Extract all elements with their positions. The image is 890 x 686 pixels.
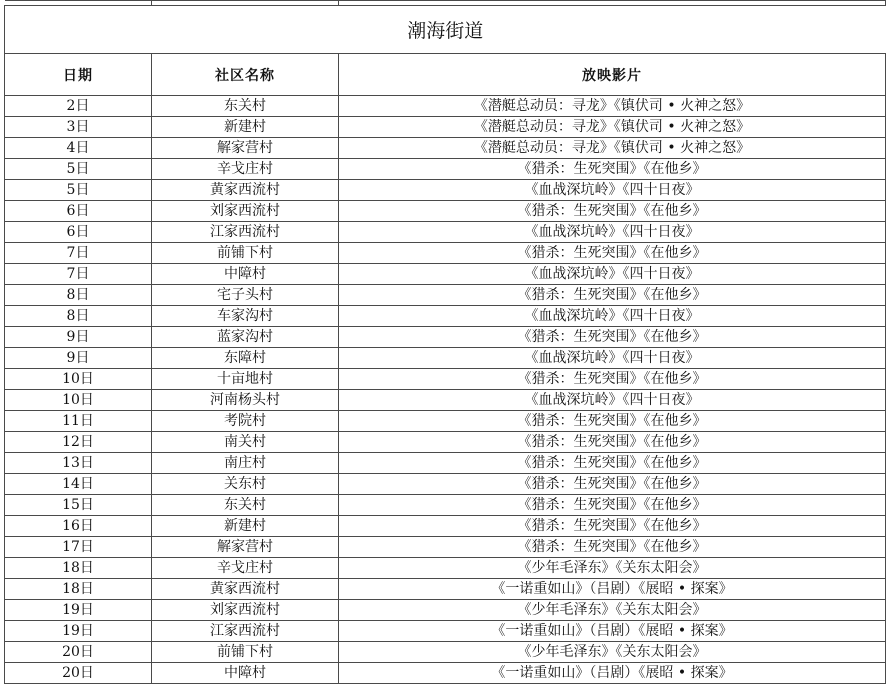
films-cell: 《猎杀：生死突围》《在他乡》: [339, 327, 886, 348]
films-cell: 《猎杀：生死突围》《在他乡》: [339, 474, 886, 495]
community-cell: 新建村: [152, 117, 339, 138]
community-cell: 前铺下村: [152, 642, 339, 663]
date-cell: 3日: [5, 117, 152, 138]
date-cell: 14日: [5, 474, 152, 495]
date-cell: 6日: [5, 201, 152, 222]
table-row: [5, 264, 886, 285]
community-cell: 关东村: [152, 474, 339, 495]
title-row: [5, 6, 886, 54]
community-cell: 刘家西流村: [152, 600, 339, 621]
table-row: [5, 453, 886, 474]
table-row: [5, 642, 886, 663]
community-cell: 解家营村: [152, 138, 339, 159]
films-cell: 《少年毛泽东》《关东太阳会》: [339, 642, 886, 663]
community-cell: 刘家西流村: [152, 201, 339, 222]
date-cell: 9日: [5, 327, 152, 348]
table-row: [5, 558, 886, 579]
section-title: 潮海街道: [5, 6, 886, 54]
table-row: [5, 243, 886, 264]
table-row: [5, 474, 886, 495]
community-cell: 前铺下村: [152, 243, 339, 264]
date-cell: 9日: [5, 348, 152, 369]
films-cell: 《猎杀：生死突围》《在他乡》: [339, 537, 886, 558]
films-cell: 《一诺重如山》（吕剧）《展昭 • 探案》: [339, 579, 886, 600]
community-cell: 黄家西流村: [152, 579, 339, 600]
date-cell: 17日: [5, 537, 152, 558]
date-cell: 12日: [5, 432, 152, 453]
films-cell: 《潜艇总动员：寻龙》《镇伏司 • 火神之怒》: [339, 117, 886, 138]
table-row: [5, 495, 886, 516]
date-cell: 19日: [5, 600, 152, 621]
community-cell: 中障村: [152, 663, 339, 684]
films-cell: 《血战深坑岭》《四十日夜》: [339, 348, 886, 369]
community-cell: 南庄村: [152, 453, 339, 474]
community-cell: 解家营村: [152, 537, 339, 558]
schedule-body: [5, 1, 886, 684]
table-row: [5, 201, 886, 222]
table-row: [5, 537, 886, 558]
films-cell: 《猎杀：生死突围》《在他乡》: [339, 516, 886, 537]
community-cell: 蓝家沟村: [152, 327, 339, 348]
date-cell: 20日: [5, 642, 152, 663]
films-cell: 《猎杀：生死突围》《在他乡》: [339, 285, 886, 306]
date-cell: 8日: [5, 306, 152, 327]
table-row: [5, 180, 886, 201]
table-row: [5, 285, 886, 306]
header-date: 日期: [5, 54, 152, 96]
table-row: [5, 117, 886, 138]
films-cell: 《血战深坑岭》《四十日夜》: [339, 390, 886, 411]
table-row: [5, 432, 886, 453]
community-cell: 黄家西流村: [152, 180, 339, 201]
schedule-table: [4, 0, 886, 684]
community-cell: 南关村: [152, 432, 339, 453]
date-cell: 2日: [5, 96, 152, 117]
table-row: [5, 348, 886, 369]
table-row: [5, 327, 886, 348]
date-cell: 7日: [5, 264, 152, 285]
table-row: [5, 159, 886, 180]
community-cell: 考院村: [152, 411, 339, 432]
films-cell: 《猎杀：生死突围》《在他乡》: [339, 243, 886, 264]
films-cell: 《少年毛泽东》《关东太阳会》: [339, 600, 886, 621]
date-cell: 15日: [5, 495, 152, 516]
community-cell: 江家西流村: [152, 621, 339, 642]
table-row: [5, 222, 886, 243]
date-cell: 8日: [5, 285, 152, 306]
films-cell: 《一诺重如山》（吕剧）《展昭 • 探案》: [339, 621, 886, 642]
films-cell: 《猎杀：生死突围》《在他乡》: [339, 495, 886, 516]
table-row: [5, 516, 886, 537]
table-row: [5, 579, 886, 600]
table-row: [5, 411, 886, 432]
films-cell: 《猎杀：生死突围》《在他乡》: [339, 411, 886, 432]
table-row: [5, 369, 886, 390]
header-community: 社区名称: [152, 54, 339, 96]
films-cell: 《猎杀：生死突围》《在他乡》: [339, 432, 886, 453]
date-cell: 5日: [5, 180, 152, 201]
films-cell: 《一诺重如山》（吕剧）《展昭 • 探案》: [339, 663, 886, 684]
date-cell: 18日: [5, 558, 152, 579]
date-cell: 18日: [5, 579, 152, 600]
date-cell: 5日: [5, 159, 152, 180]
community-cell: 宅子头村: [152, 285, 339, 306]
table-row: [5, 390, 886, 411]
date-cell: 4日: [5, 138, 152, 159]
community-cell: 辛戈庄村: [152, 159, 339, 180]
community-cell: 江家西流村: [152, 222, 339, 243]
community-cell: 中障村: [152, 264, 339, 285]
films-cell: 《潜艇总动员：寻龙》《镇伏司 • 火神之怒》: [339, 96, 886, 117]
date-cell: 13日: [5, 453, 152, 474]
table-row: [5, 306, 886, 327]
date-cell: 10日: [5, 390, 152, 411]
table-row: [5, 138, 886, 159]
date-cell: 11日: [5, 411, 152, 432]
films-cell: 《血战深坑岭》《四十日夜》: [339, 264, 886, 285]
table-row: [5, 663, 886, 684]
table-row: [5, 600, 886, 621]
films-cell: 《少年毛泽东》《关东太阳会》: [339, 558, 886, 579]
films-cell: 《血战深坑岭》《四十日夜》: [339, 306, 886, 327]
films-cell: 《潜艇总动员：寻龙》《镇伏司 • 火神之怒》: [339, 138, 886, 159]
community-cell: 辛戈庄村: [152, 558, 339, 579]
community-cell: 十亩地村: [152, 369, 339, 390]
films-cell: 《猎杀：生死突围》《在他乡》: [339, 159, 886, 180]
table-row: [5, 621, 886, 642]
community-cell: 河南杨头村: [152, 390, 339, 411]
header-films: 放映影片: [339, 54, 886, 96]
films-cell: 《猎杀：生死突围》《在他乡》: [339, 453, 886, 474]
films-cell: 《血战深坑岭》《四十日夜》: [339, 180, 886, 201]
community-cell: 车家沟村: [152, 306, 339, 327]
films-cell: 《猎杀：生死突围》《在他乡》: [339, 201, 886, 222]
date-cell: 6日: [5, 222, 152, 243]
date-cell: 7日: [5, 243, 152, 264]
community-cell: 东关村: [152, 495, 339, 516]
community-cell: 东关村: [152, 96, 339, 117]
date-cell: 16日: [5, 516, 152, 537]
community-cell: 东障村: [152, 348, 339, 369]
table-row: [5, 96, 886, 117]
date-cell: 10日: [5, 369, 152, 390]
date-cell: 20日: [5, 663, 152, 684]
films-cell: 《血战深坑岭》《四十日夜》: [339, 222, 886, 243]
community-cell: 新建村: [152, 516, 339, 537]
films-cell: 《猎杀：生死突围》《在他乡》: [339, 369, 886, 390]
header-row: [5, 54, 886, 96]
date-cell: 19日: [5, 621, 152, 642]
